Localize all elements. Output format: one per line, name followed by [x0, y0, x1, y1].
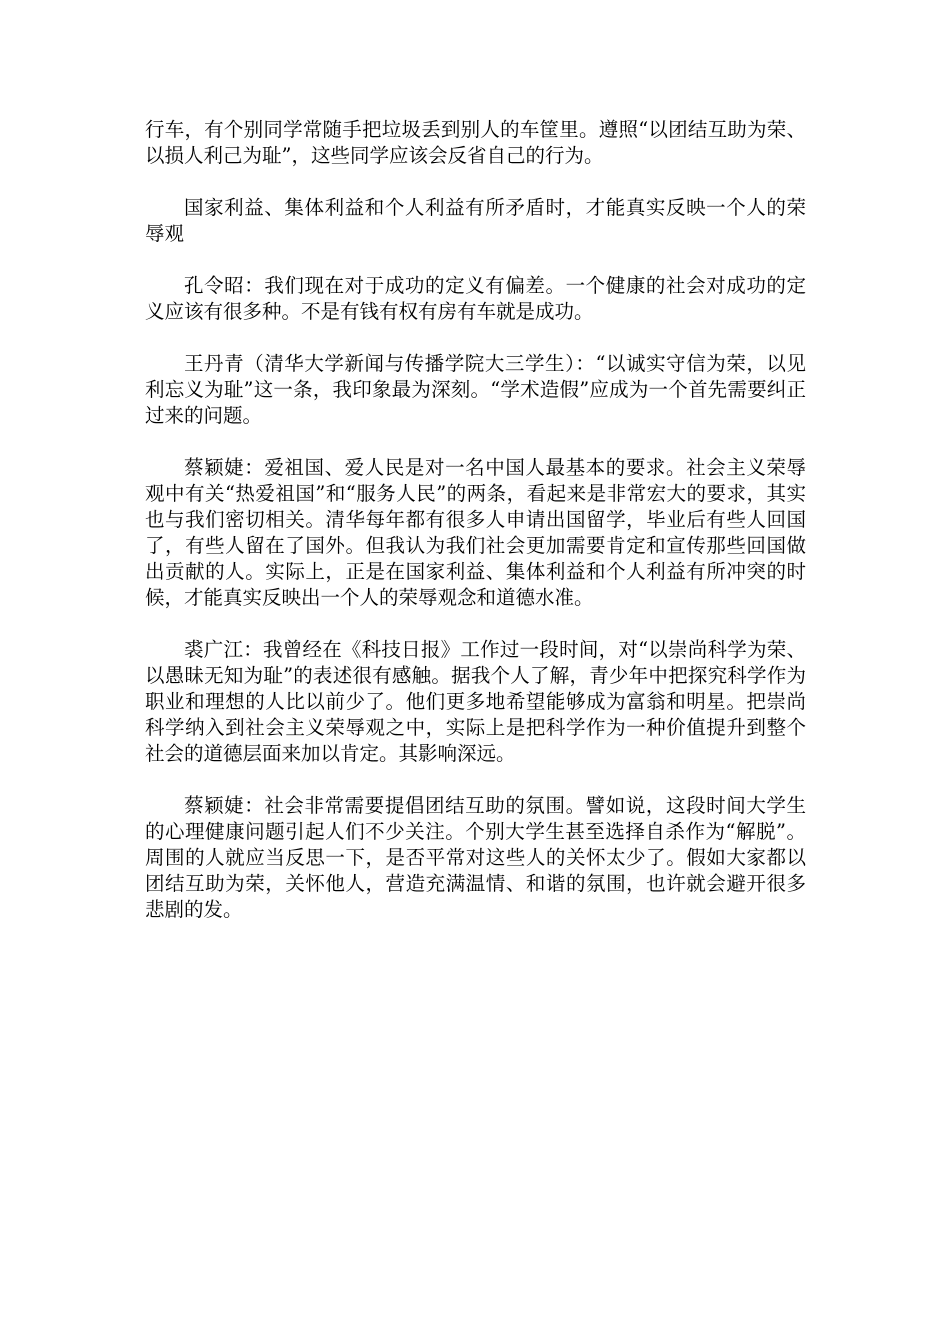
paragraph-subheading: 国家利益、集体利益和个人利益有所矛盾时，才能真实反映一个人的荣辱观: [145, 196, 806, 245]
paragraph-cai-yingjie-1: 蔡颖婕：爱祖国、爱人民是对一名中国人最基本的要求。社会主义荣辱观中有关“热爱祖国”和“服务人民”的两条，看起来是非常宏大的要求，其实也与我们密切相关。清华每年都有很多人申请出国留学，毕业后有些人回国了，有些人留在了国外。但我认为我们社会更加需要肯定和宣传那些回国做出贡献的人。实际上，正是在国家利益、集体利益和个人利益有所冲突的时候，才能真实反映出一个人的荣辱观念和道德水准。: [145, 456, 806, 609]
paragraph-cai-yingjie-2: 蔡颖婕：社会非常需要提倡团结互助的氛围。譬如说，这段时间大学生的心理健康问题引起人们不少关注。个别大学生甚至选择自杀作为“解脱”。周围的人就应当反思一下，是否平常对这些人的关怀太少了。假如大家都以团结互助为荣，关怀他人，营造充满温情、和谐的氛围，也许就会避开很多悲剧的发。: [145, 794, 806, 921]
paragraph-kong-lingzhao: 孔令昭：我们现在对于成功的定义有偏差。一个健康的社会对成功的定义应该有很多种。不是有钱有权有房有车就是成功。: [145, 274, 806, 323]
paragraph-wang-danqing: 王丹青（清华大学新闻与传播学院大三学生）：“以诚实守信为荣，以见利忘义为耻”这一条，我印象最为深刻。“学术造假”应成为一个首先需要纠正过来的问题。: [145, 352, 806, 427]
document-body: [145, 117, 806, 949]
paragraph-continuation: 行车，有个别同学常随手把垃圾丢到别人的车筐里。遵照“以团结互助为荣、以损人利己为耻”，这些同学应该会反省自己的行为。: [145, 118, 806, 167]
paragraph-qiu-guangjiang: 裘广江：我曾经在《科技日报》工作过一段时间，对“以崇尚科学为荣、以愚昧无知为耻”的表述很有感触。据我个人了解，青少年中把探究科学作为职业和理想的人比以前少了。他们更多地希望能够成为富翁和明星。把崇尚科学纳入到社会主义荣辱观之中，实际上是把科学作为一种价值提升到整个社会的道德层面来加以肯定。其影响深远。: [145, 638, 806, 765]
